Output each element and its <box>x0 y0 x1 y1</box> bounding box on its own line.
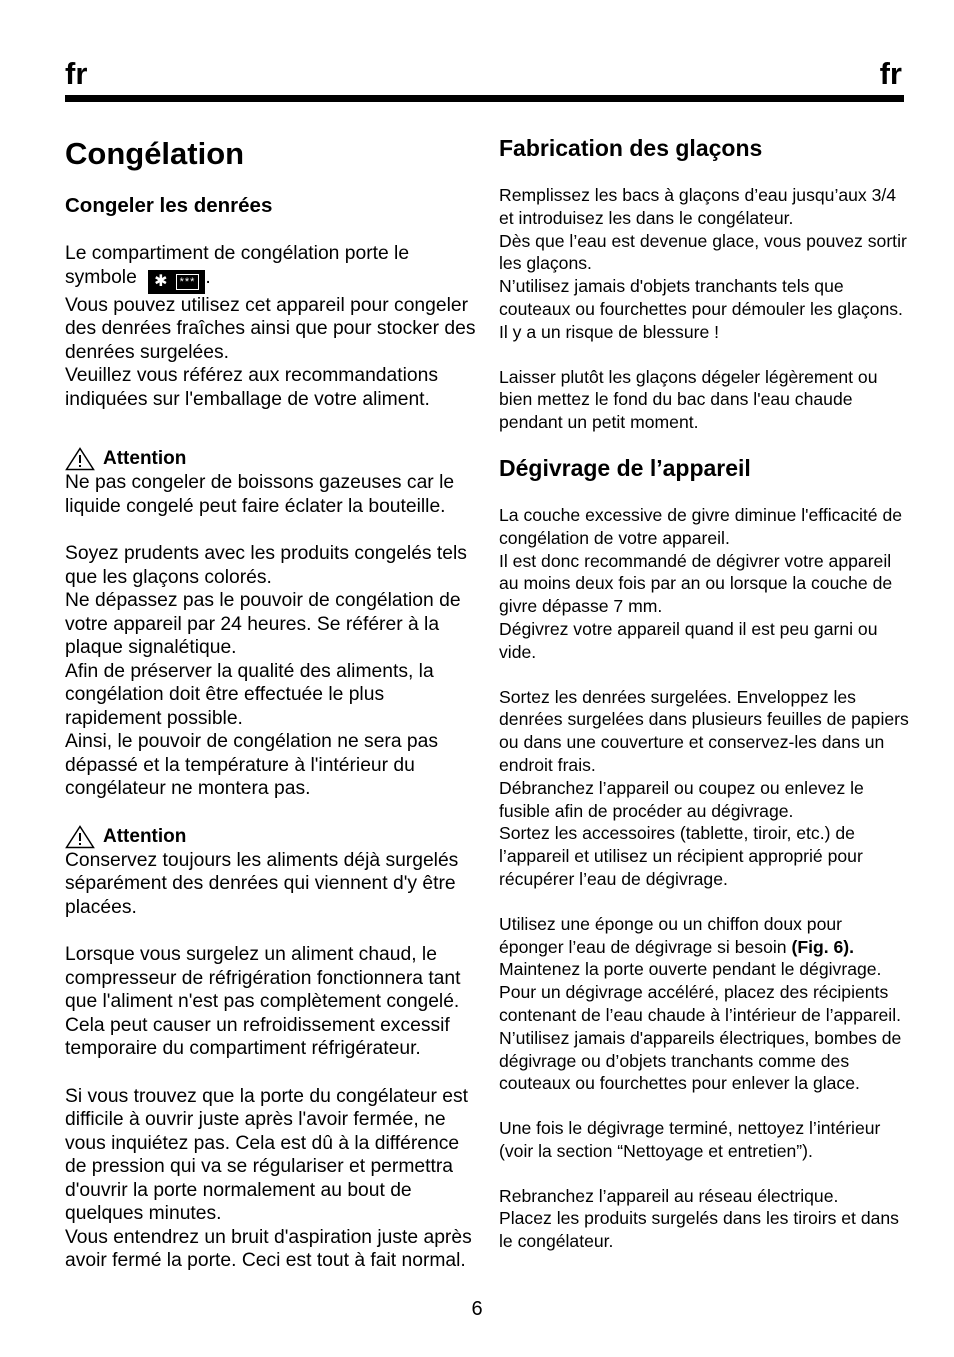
freezer-star-symbol-icon: ✱ *** <box>148 270 205 294</box>
paragraph: N’utilisez jamais d'objets tranchants tels que couteaux ou fourchettes pour démouler les glaçons. Il y a un risque de blessure ! <box>499 276 903 342</box>
paragraph: Ainsi, le pouvoir de congélation ne sera pas dépassé et la température à l'intérieur du congélateur ne montera pas. <box>65 731 439 799</box>
warning-triangle-icon <box>65 447 95 471</box>
page-number: 6 <box>471 1298 483 1320</box>
figure-reference: (Fig. 6). <box>791 936 855 957</box>
page-title: Congélation <box>65 136 245 171</box>
left-column <box>65 128 477 1273</box>
paragraph: Sortez les denrées surgelées. Enveloppez les denrées surgelées dans plusieurs feuilles de papiers ou dans une couverture et conservez-les dans un endroit frais. <box>499 686 909 775</box>
attention-heading: Attention <box>65 825 477 849</box>
paragraph: La couche excessive de givre diminue l'efficacité de congélation de votre appareil. <box>499 504 903 548</box>
warning-triangle-icon <box>65 825 95 849</box>
paragraph: Veuillez vous référez aux recommandations indiquées sur l'emballage de votre aliment. <box>65 365 438 410</box>
paragraph: Soyez prudents avec les produits congelés tels que les glaçons colorés. <box>65 543 467 588</box>
paragraph: Vous entendrez un bruit d'aspiration juste après avoir fermé la porte. Ceci est tout à fait normal. <box>65 1226 472 1271</box>
section-heading-congeler: Congeler les denrées <box>65 194 273 217</box>
paragraph: Remplissez les bacs à glaçons d’eau jusqu’aux 3/4 et introduisez les dans le congélateur. <box>499 185 897 228</box>
attention-text: Conservez toujours les aliments déjà surgelés séparément des denrées qui viennent d'y être placées. <box>65 849 459 918</box>
attention-text: Ne pas congeler de boissons gazeuses car le liquide congelé peut faire éclater la bouteille. <box>65 472 455 517</box>
section-heading-glacons: Fabrication des glaçons <box>499 135 763 161</box>
paragraph: Débranchez l’appareil ou coupez ou enlevez le fusible afin de procéder au dégivrage. <box>499 777 864 821</box>
paragraph: Lorsque vous surgelez un aliment chaud, le compresseur de réfrigération fonctionnera tant que l'aliment n'est pas complètement congelé. Cela peut causer un refroidissement excessif temporaire du compartiment réfrigérateur. <box>65 944 461 1059</box>
attention-heading: Attention <box>65 447 477 471</box>
paragraph: Utilisez une éponge ou un chiffon doux pour éponger l’eau de dégivrage si besoin (Fig. 6). <box>499 913 855 957</box>
section-heading-degivrage: Dégivrage de l’appareil <box>499 454 751 481</box>
paragraph: N’utilisez jamais d'appareils électriques, bombes de dégivrage ou d’objets tranchants comme des couteaux ou fourchettes pour enlever la glace. <box>499 1027 902 1094</box>
paragraph: Si vous trouvez que la porte du congélateur est difficile à ouvrir juste après l'avoir fermée, ne vous inquiétez pas. Cela est dû à la différence de pression qui va se régulariser et permettra d'ouvrir la porte normalement au bout de quelques minutes. <box>65 1085 469 1224</box>
paragraph: Placez les produits surgelés dans les tiroirs et dans le congélateur. <box>499 1208 899 1252</box>
paragraph: Il est donc recommandé de dégivrer votre appareil au moins deux fois par an ou lorsque la couche de givre dépasse 7 mm. <box>499 550 893 617</box>
paragraph: Vous pouvez utilisez cet appareil pour congeler des denrées fraîches ainsi que pour stocker des denrées surgelées. <box>65 294 476 363</box>
paragraph: Ne dépassez pas le pouvoir de congélation de votre appareil par 24 heures. Se référer à la plaque signalétique. <box>65 590 461 658</box>
paragraph: Sortez les accessoires (tablette, tiroir, etc.) de l’appareil et utilisez un récipient approprié pour récupérer l’eau de dégivrage. <box>499 823 863 889</box>
language-code-right: fr <box>879 56 902 91</box>
right-column <box>499 128 911 1253</box>
paragraph: Une fois le dégivrage terminé, nettoyez l’intérieur (voir la section “Nettoyage et entretien”). <box>499 1118 881 1161</box>
header-rule <box>65 95 904 102</box>
paragraph-intro: Le compartiment de congélation porte le symbole ✱ *** . <box>65 242 477 294</box>
language-code-left: fr <box>65 56 88 91</box>
paragraph: Maintenez la porte ouverte pendant le dégivrage. <box>499 959 882 980</box>
paragraph: Laisser plutôt les glaçons dégeler légèrement ou bien mettez le fond du bac dans l'eau chaude pendant un petit moment. <box>499 366 878 433</box>
paragraph: Afin de préserver la qualité des aliments, la congélation doit être effectuée le plus rapidement possible. <box>65 660 434 729</box>
paragraph: Dégivrez votre appareil quand il est peu garni ou vide. <box>499 618 878 662</box>
paragraph: Rebranchez l’appareil au réseau électrique. <box>499 1185 839 1206</box>
paragraph: Pour un dégivrage accéléré, placez des récipients contenant de l’eau chaude à l’intérieur de l’appareil. <box>499 982 902 1025</box>
paragraph: Dès que l’eau est devenue glace, vous pouvez sortir les glaçons. <box>499 230 907 274</box>
